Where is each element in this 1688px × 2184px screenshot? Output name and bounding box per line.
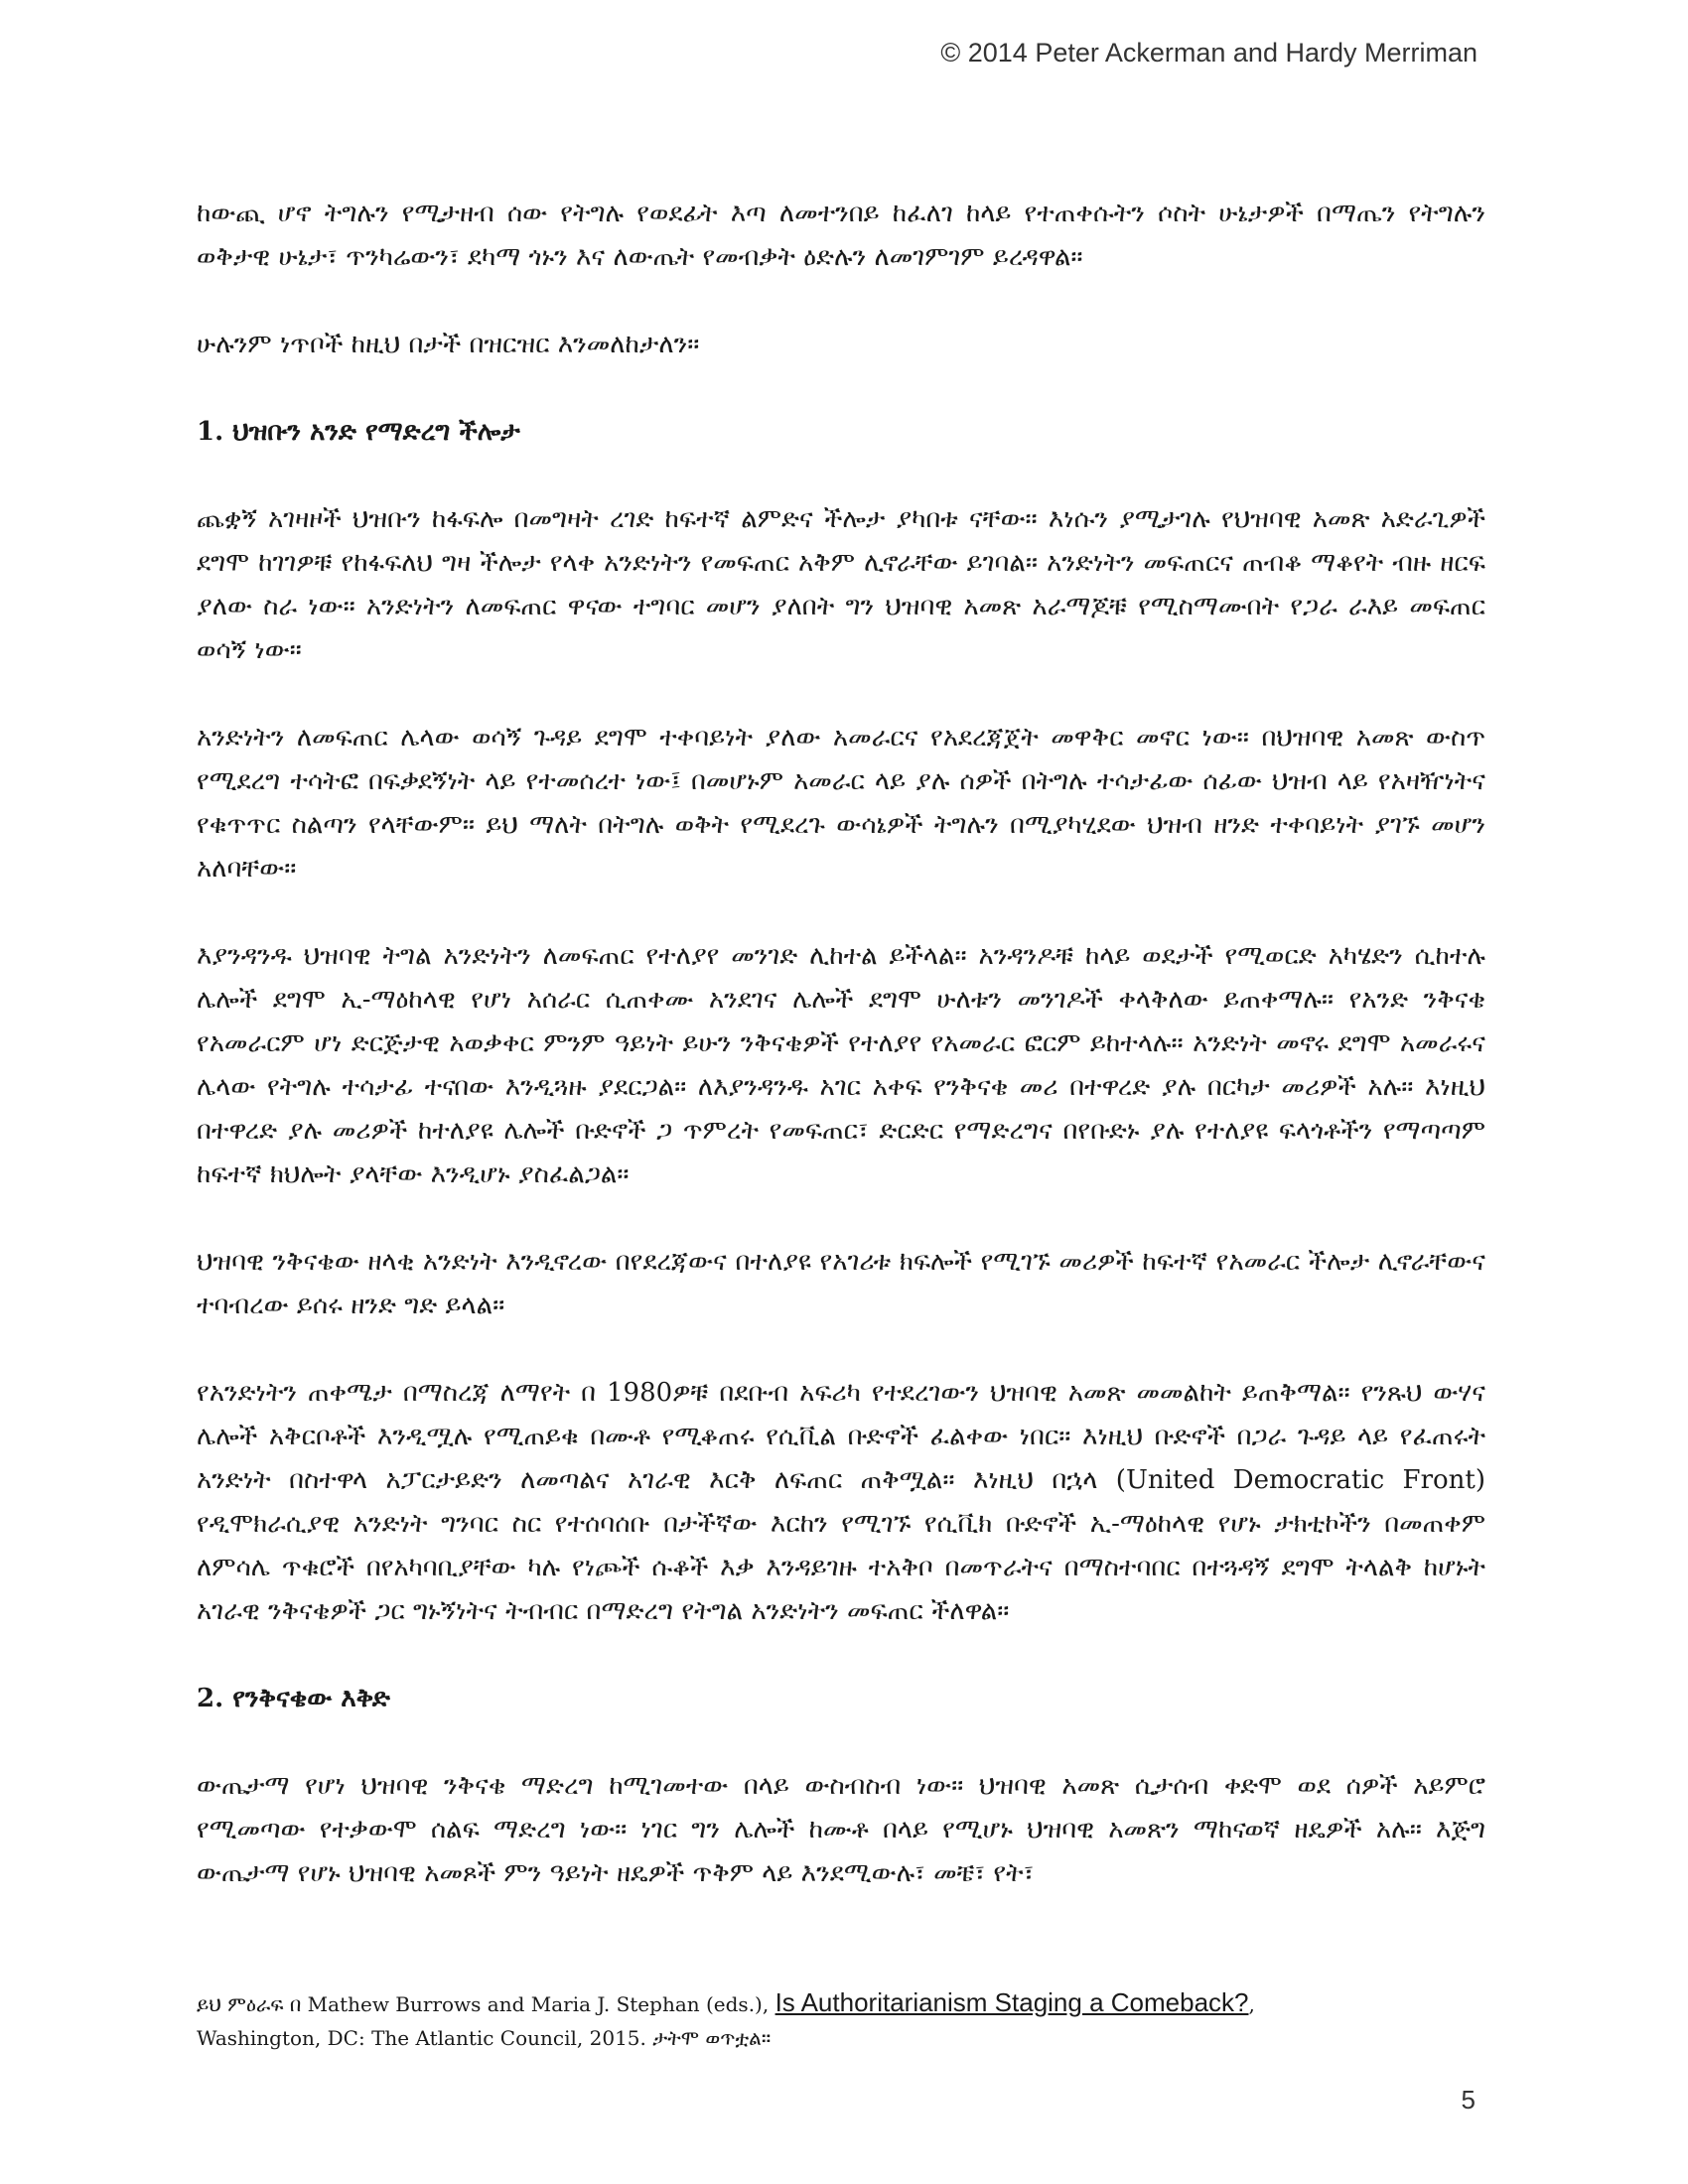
- footnote-suffix: Washington, DC: The Atlantic Council, 2015. ታትሞ ወጥቷል።: [197, 2026, 772, 2050]
- document-body: [197, 192, 1485, 1939]
- section-heading-2: 2. የንቅናቄው እቅድ: [197, 1684, 390, 1713]
- section1-paragraph-1: ጨቋኝ አገዛዞች ህዝቡን ከፋፍሎ በመግዛት ረገድ ከፍተኛ ልምድና ችሎታ ያካበቱ ናቸው። እነሱን ያሚታገሉ የህዝባዊ አመጽ አድራጊዎች ደግሞ ከገገዎቹ የከፋፍለህ ግዛ ችሎታ የላቀ አንድነትን የመፍጠር አቅም ሊኖራቸው ይገባል። አንድነትን መፍጠርና ጠብቆ ማቆየት ብዙ ዘርፍ ያለው ስራ ነው። አንድነትን ለመፍጠር ዋናው ተግባር መሆን ያለበት ግን ህዝባዊ አመጽ አራማጆቹ የሚስማሙበት የጋራ ራእይ መፍጠር ወሳኝ ነው።: [197, 504, 1485, 665]
- intro-paragraph-2: ሁሉንም ነጥቦች ከዚህ በታች በዝርዝር እንመለከታለን።: [197, 330, 700, 359]
- page-number: 5: [1461, 2085, 1476, 2115]
- section-heading-1: 1. ህዝቡን አንድ የማድረግ ችሎታ: [197, 417, 520, 447]
- copyright-header: © 2014 Peter Ackerman and Hardy Merriman: [940, 38, 1477, 68]
- footnote: ይህ ምዕራፍ በ Mathew Burrows and Maria J. Stephan (eds.), Is Authoritarianism Staging a Comeback?, Washington, DC: The Atlantic Council, 2015. ታትሞ ወጥቷል።: [197, 1987, 1255, 2050]
- footnote-book-link[interactable]: Is Authoritarianism Staging a Comeback?: [774, 1987, 1249, 2017]
- section1-paragraph-4: ህዝባዊ ንቅናቄው ዘላቂ አንድነት እንዲኖረው በየደረጃውና በተለያዩ የአገሪቱ ክፍሎች የሚገኙ መሪዎች ከፍተኛ የአመራር ችሎታ ሊኖራቸውና ተባብረው ይሰሩ ዘንድ ግድ ይላል።: [197, 1247, 1485, 1320]
- section1-paragraph-2: አንድነትን ለመፍጠር ሌላው ወሳኝ ጉዳይ ደግሞ ተቀባይነት ያለው አመራርና የአደረጃጀት መዋቅር መኖር ነው። በህዝባዊ አመጽ ውስጥ የሚደረግ ተሳትፎ በፍቃደኝነት ላይ የተመሰረተ ነው፤ በመሆኑም አመራር ላይ ያሉ ሰዎች በትግሉ ተሳታፊው ሰፊው ህዝብ ላይ የአዛዥነትና የቁጥጥር ስልጣን የላቸውም። ይህ ማለት በትግሉ ወቅት የሚደረጉ ውሳኔዎች ትግሉን በሚያካሂደው ህዝብ ዘንድ ተቀባይነት ያገኙ መሆን አለባቸው።: [197, 723, 1485, 884]
- section1-paragraph-5: የአንድነትን ጠቀሜታ በማስረጃ ለማየት በ 1980ዎቹ በደቡብ አፍሪካ የተደረገውን ህዝባዊ አመጽ መመልከት ይጠቅማል። የንጹህ ውሃና ሌሎች አቅርቦቶች እንዲሟሉ የሚጠይቁ በሙቶ የሚቆጠሩ የሲቪል ቡድኖች ፈልቀው ነበር። እነዚህ ቡድኖች በጋራ ጉዳይ ላይ የፈጠሩት አንድነት በስተዋላ አፓርታይድን ለመጣልና አገራዊ እርቅ ለፍጠር ጠቅሟል። እነዚህ በኋላ (United Democratic Front) የዲሞክራሲያዊ አንድነት ግንባር ስር የተሰባሰቡ በታችኛው እርከን የሚገኙ የሲቪክ ቡድኖች ኢ-ማዕከላዊ የሆኑ ታክቲኮችን በመጠቀም ለምሳሌ ጥቁሮች በየአካባቢያቸው ካሉ የነጮች ሱቆች እቃ እንዳይገዙ ተአቅቦ በመጥራትና በማስተባበር በተጓዳኝ ደግሞ ትላልቅ ከሆኑት አገራዊ ንቅናቄዎች ጋር ግኑኝነትና ትብብር በማድረግ የትግል አንድነትን መፍጠር ችለዋል።: [197, 1378, 1485, 1626]
- section1-paragraph-3: እያንዳንዱ ህዝባዊ ትግል አንድነትን ለመፍጠር የተለያየ መንገድ ሊከተል ይችላል። አንዳንዶቹ ከላይ ወደታች የሚወርድ አካሄድን ሲከተሉ ሌሎች ደግሞ ኢ-ማዕከላዊ የሆነ አሰራር ሲጠቀሙ አንደገና ሌሎች ደግሞ ሁለቱን መንገዶች ቀላቅለው ይጠቀማሉ። የአንድ ንቅናቄ የአመራርም ሆነ ድርጅታዊ አወቃቀር ምንም ዓይነት ይሁን ንቅናቄዎች የተለያየ የአመራር ፎርም ይከተላሉ። አንድነት መኖሩ ደግሞ አመራሩና ሌላው የትግሉ ተሳታፊ ተናበው እንዲጓዙ ያደርጋል። ለእያንዳንዱ አገር አቀፍ የንቅናቄ መሪ በተዋረድ ያሉ በርካታ መሪዎች አሉ። እነዚህ በተዋረድ ያሉ መሪዎች ከተለያዩ ሌሎች ቡድኖች ጋ ጥምረት የመፍጠር፣ ድርድር የማድረግና በየቡድኑ ያሉ የተለያዩ ፍላጎቶችን የማጣጣም ከፍተኛ ክህሎት ያላቸው እንዲሆኑ ያስፈልጋል።: [197, 941, 1485, 1189]
- footnote-prefix: ይህ ምዕራፍ በ Mathew Burrows and Maria J. Stephan (eds.),: [197, 1992, 770, 2016]
- intro-paragraph-1: ከውጪ ሆኖ ትግሉን የሚታዘብ ሰው የትግሉ የወደፊት እጣ ለመተንበይ ከፈለገ ከላይ የተጠቀሱትን ሶስት ሁኔታዎች በማጤን የትግሉን ወቅታዊ ሁኔታ፣ ጥንካሬውን፣ ደካማ ጎኑን እና ለውጤት የመብቃት ዕድሉን ለመገምገም ይረዳዋል።: [197, 199, 1485, 272]
- section2-paragraph-1: ውጤታማ የሆነ ህዝባዊ ንቅናቄ ማድረግ ከሚገመተው በላይ ውስብስብ ነው። ህዝባዊ አመጽ ሲታሰብ ቀድሞ ወደ ሰዎች አይምሮ የሚመጣው የተቃውሞ ሰልፍ ማድረግ ነው። ነገር ግን ሌሎች ከሙቶ በላይ የሚሆኑ ህዝባዊ አመጽን ማከናወኛ ዘዴዎች አሉ። እጅግ ውጤታማ የሆኑ ህዝባዊ አመጾች ምን ዓይነት ዘዴዎች ጥቅም ላይ እንደሚውሉ፣ መቼ፣ የት፣: [197, 1771, 1485, 1888]
